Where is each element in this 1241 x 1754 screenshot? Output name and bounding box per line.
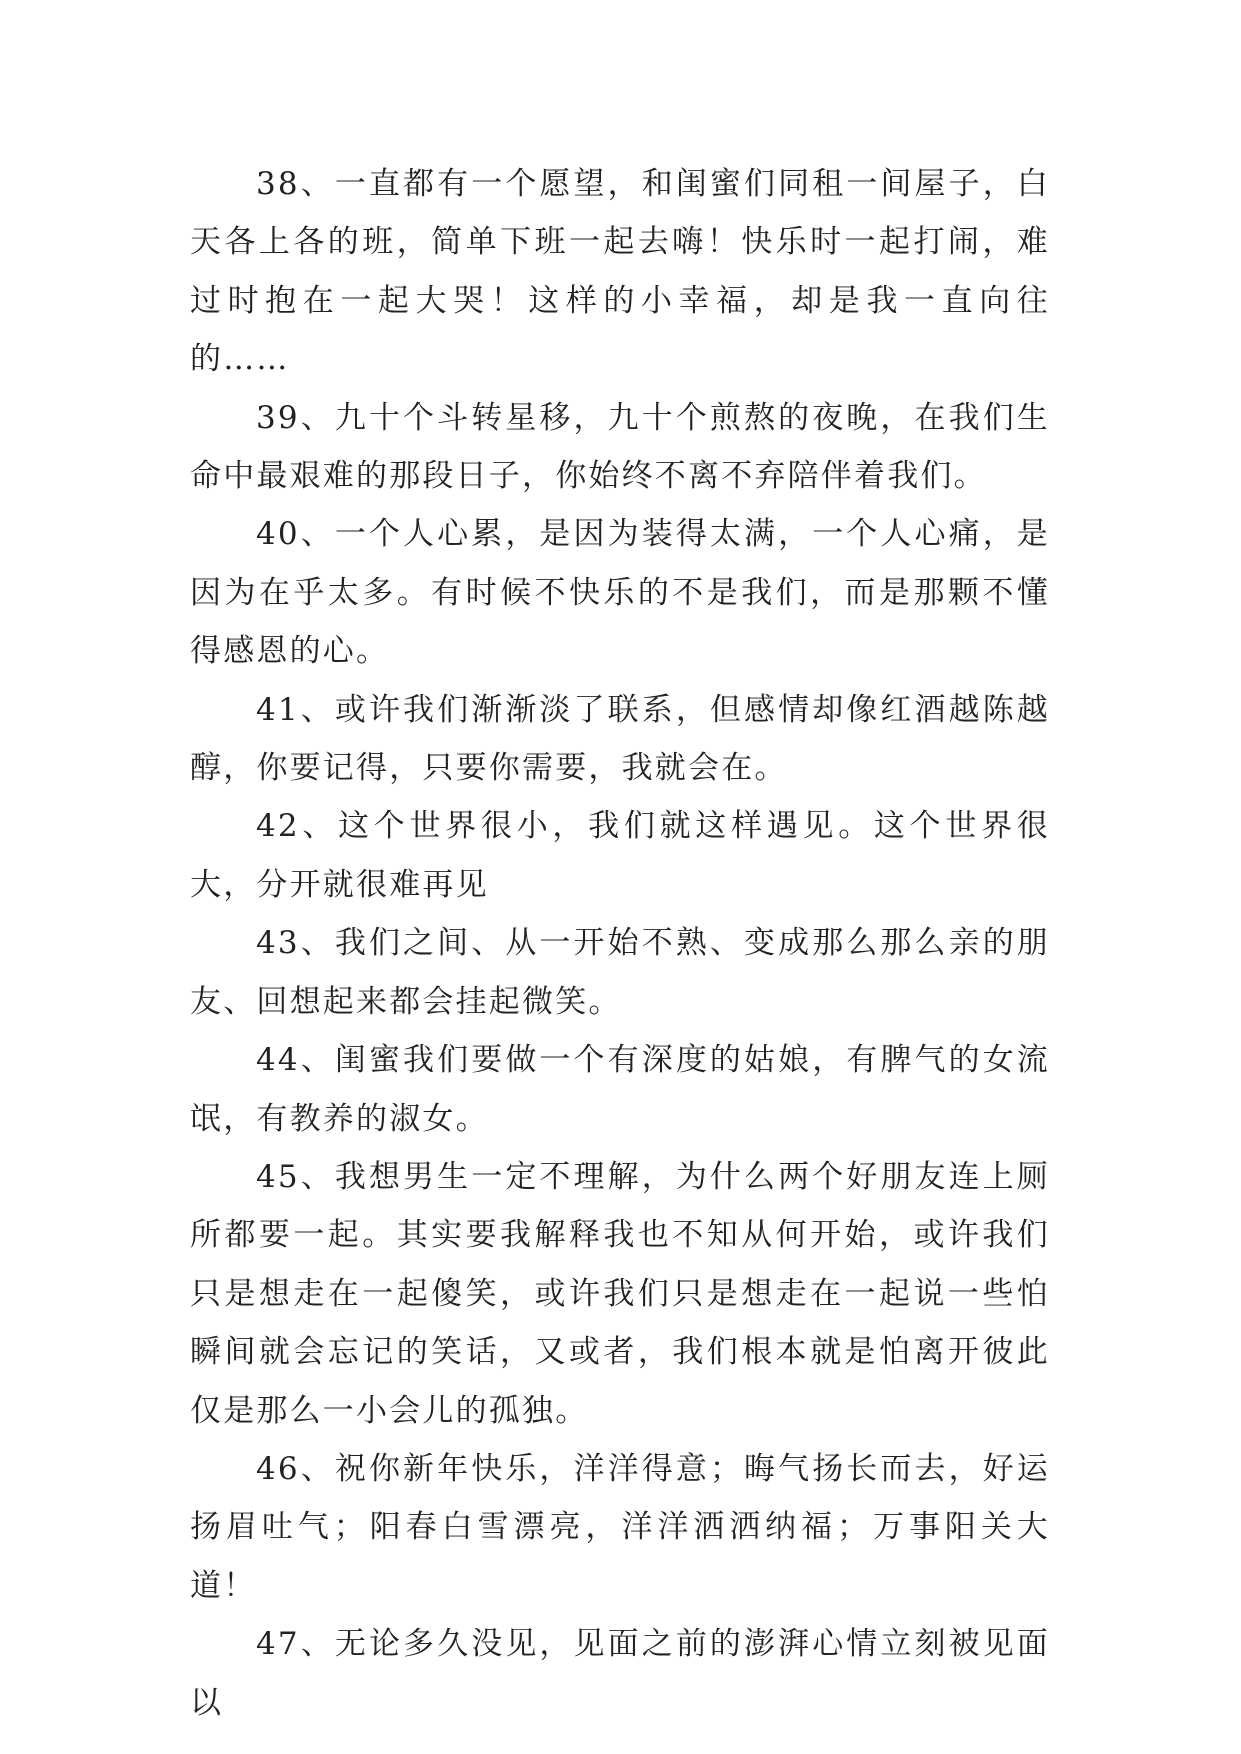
paragraph-45: 45、我想男生一定不理解，为什么两个好朋友连上厕所都要一起。其实要我解释我也不知从何开始，或许我们只是想走在一起傻笑，或许我们只是想走在一起说一些怕瞬间就会忘记的笑话，又或者，我们根本就是怕离开彼此仅是那么一小会儿的孤独。	[190, 1158, 1050, 1429]
paragraph-44: 44、闺蜜我们要做一个有深度的姑娘，有脾气的女流氓，有教养的淑女。	[190, 1042, 1050, 1137]
paragraph-42: 42、这个世界很小，我们就这样遇见。这个世界很大，分开就很难再见	[190, 808, 1050, 903]
document-body	[190, 155, 1050, 1732]
paragraph-40: 40、一个人心累，是因为装得太满，一个人心痛，是因为在乎太多。有时候不快乐的不是我们，而是那颗不懂得感恩的心。	[190, 516, 1050, 670]
paragraph-43: 43、我们之间、从一开始不熟、变成那么那么亲的朋友、回想起来都会挂起微笑。	[190, 925, 1050, 1020]
paragraph-46: 46、祝你新年快乐，洋洋得意；晦气扬长而去，好运扬眉吐气；阳春白雪漂亮，洋洋洒洒纳福；万事阳关大道！	[190, 1450, 1050, 1604]
paragraph-39: 39、九十个斗转星移，九十个煎熬的夜晚，在我们生命中最艰难的那段日子，你始终不离不弃陪伴着我们。	[190, 399, 1050, 495]
paragraph-38: 38、一直都有一个愿望，和闺蜜们同租一间屋子，白天各上各的班，简单下班一起去嗨！快乐时一起打闹，难过时抱在一起大哭！这样的小幸福，却是我一直向往的……	[190, 166, 1050, 378]
paragraph-41: 41、或许我们渐渐淡了联系，但感情却像红酒越陈越醇，你要记得，只要你需要，我就会在。	[190, 691, 1050, 787]
paragraph-47: 47、无论多久没见，见面之前的澎湃心情立刻被见面以	[190, 1626, 1050, 1721]
